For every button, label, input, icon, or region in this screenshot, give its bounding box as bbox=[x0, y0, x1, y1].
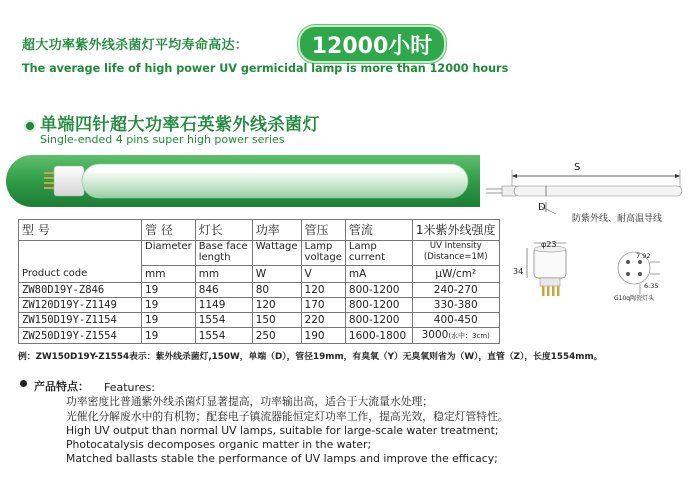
features-bullet-icon bbox=[20, 380, 27, 387]
feature-line: 功率密度比普通紫外线杀菌灯显著提高，功率输出高，适合于大流量水处理； bbox=[66, 395, 434, 408]
table-cell: 19 bbox=[142, 298, 196, 313]
table-row bbox=[19, 313, 500, 328]
pin-dim-2: 6.35 bbox=[644, 282, 659, 290]
table-cell: 250 bbox=[252, 328, 301, 344]
features-heading-en: Features: bbox=[104, 381, 156, 394]
header-cell: 1米紫外线强度 bbox=[412, 220, 499, 241]
spec-table bbox=[18, 219, 500, 344]
header-cell: Wattage bbox=[252, 241, 301, 266]
table-cell: 220 bbox=[301, 313, 345, 328]
table-cell: 400-450 bbox=[412, 313, 499, 328]
lamp-illustration bbox=[30, 158, 476, 204]
table-cell: 19 bbox=[142, 283, 196, 298]
table-cell: 19 bbox=[142, 313, 196, 328]
table-row bbox=[19, 298, 500, 313]
table-cell: 19 bbox=[142, 328, 196, 344]
feature-line: 光催化分解废水中的有机物；配套电子镇流器能恒定灯功率工作，提高光效，稳定灯管特性。 bbox=[66, 410, 509, 423]
hours-badge: 12000小时 bbox=[298, 25, 446, 63]
product-code-cell: ZW120D19Y-Z1149 bbox=[19, 298, 142, 313]
cable-note: 防紫外线、耐高温导线 bbox=[572, 214, 663, 224]
product-code-cell: ZW250D19Y-Z1554 bbox=[19, 328, 142, 344]
product-code-cell: ZW80D19Y-Z846 bbox=[19, 283, 142, 298]
base-note: G10q陶瓷灯头 bbox=[614, 295, 655, 302]
unit-cell: mm bbox=[195, 266, 252, 283]
table-cell: 120 bbox=[252, 298, 301, 313]
table-cell: 330-380 bbox=[412, 298, 499, 313]
unit-cell: V bbox=[301, 266, 345, 283]
unit-cell: W bbox=[252, 266, 301, 283]
table-row bbox=[19, 328, 500, 344]
feature-line: Matched ballasts stable the performance of UV lamps and improve the efficacy; bbox=[66, 452, 498, 465]
table-cell: 120 bbox=[301, 283, 345, 298]
table-cell: 800-1200 bbox=[345, 283, 412, 298]
unit-cell: mm bbox=[142, 266, 196, 283]
header-cell: 灯长 bbox=[195, 220, 252, 241]
dimension-d-label: D bbox=[538, 202, 546, 213]
dimension-s-label: S bbox=[574, 162, 581, 173]
table-cell: 1149 bbox=[195, 298, 252, 313]
diameter-label: φ23 bbox=[541, 240, 557, 249]
header-cell: 管压 bbox=[301, 220, 345, 241]
unit-cell: mA bbox=[345, 266, 412, 283]
header-cell: 管 径 bbox=[142, 220, 196, 241]
header-cell: 管流 bbox=[345, 220, 412, 241]
model-example-note: 例：ZW150D19Y-Z1554表示：紫外线杀菌灯,150W，单端（D），管径19mm，有臭氧（Y）无臭氧则省为（W），直管（Z），长度1554mm。 bbox=[18, 352, 603, 362]
table-cell: 846 bbox=[195, 283, 252, 298]
feature-line: High UV output than normal UV lamps, suitable for large-scale water treatment; bbox=[66, 424, 499, 437]
bullet-icon bbox=[24, 120, 36, 132]
header-cell: 功率 bbox=[252, 220, 301, 241]
table-cell: 150 bbox=[252, 313, 301, 328]
header-title-en: The average life of high power UV germicidal lamp is more than 12000 hours bbox=[22, 62, 509, 75]
table-cell: 240-270 bbox=[412, 283, 499, 298]
header-cell: Lamp current bbox=[345, 241, 412, 266]
table-cell: 1600-1800 bbox=[345, 328, 412, 344]
series-title-en: Single-ended 4 pins super high power series bbox=[40, 133, 285, 146]
table-header-cn-row bbox=[19, 220, 500, 241]
header-cell: 型 号 bbox=[19, 220, 142, 241]
table-cell bbox=[412, 328, 499, 344]
table-cell: 190 bbox=[301, 328, 345, 344]
features-heading-cn: 产品特点： bbox=[34, 380, 89, 393]
height-label: 34 bbox=[513, 267, 524, 276]
header-cell: Product code bbox=[19, 241, 142, 283]
water-note: (水中：3cm) bbox=[448, 332, 490, 340]
uv-value: 3000 bbox=[421, 329, 449, 341]
unit-cell: μW/cm² bbox=[412, 266, 499, 283]
product-code-cell: ZW150D19Y-Z1154 bbox=[19, 313, 142, 328]
header-cell: UV Intensity (Distance=1M) bbox=[412, 241, 499, 266]
table-cell: 800-1200 bbox=[345, 313, 412, 328]
pin-dim-1: 7.92 bbox=[636, 252, 651, 260]
table-row bbox=[19, 283, 500, 298]
table-cell: 170 bbox=[301, 298, 345, 313]
table-cell: 800-1200 bbox=[345, 298, 412, 313]
header-cell: Diameter bbox=[142, 241, 196, 266]
table-header-en-row bbox=[19, 241, 500, 266]
table-cell: 1554 bbox=[195, 313, 252, 328]
header-cell: Lamp voltage bbox=[301, 241, 345, 266]
feature-line: Photocatalysis decomposes organic matter in the water; bbox=[66, 438, 372, 451]
series-title-cn: 单端四针超大功率石英紫外线杀菌灯 bbox=[40, 115, 320, 135]
table-cell: 1554 bbox=[195, 328, 252, 344]
table-cell: 80 bbox=[252, 283, 301, 298]
header-title-cn: 超大功率紫外线杀菌灯平均寿命高达： bbox=[22, 38, 249, 53]
header-cell: Base face length bbox=[195, 241, 252, 266]
